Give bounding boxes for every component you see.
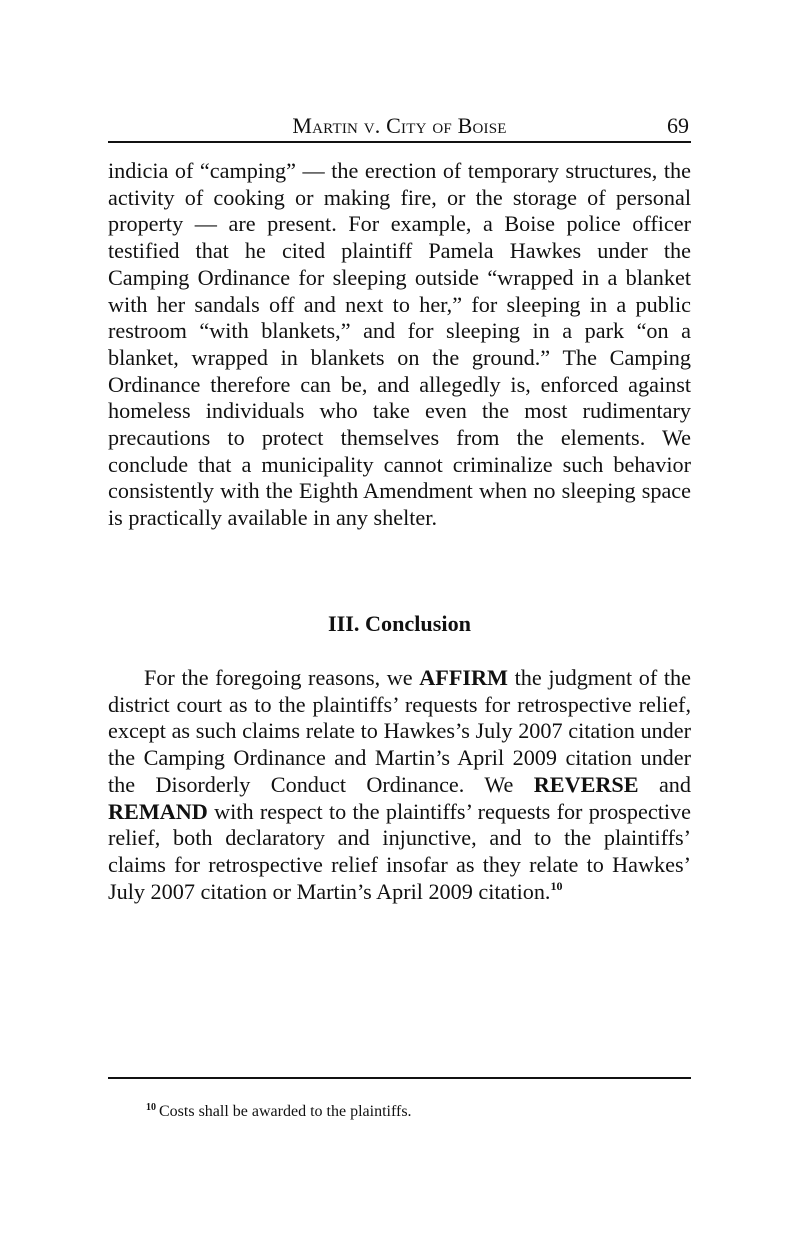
footnote-number: 10 <box>146 1102 156 1113</box>
reverse-keyword: REVERSE <box>533 771 639 797</box>
remand-keyword: REMAND <box>108 798 208 824</box>
conclusion-text <box>108 665 691 905</box>
footnote-rule <box>108 1077 691 1079</box>
conclusion-text-segment: For the foregoing reasons, we <box>144 665 420 690</box>
section-heading: III. Conclusion <box>327 611 472 636</box>
footnote-text: Costs shall be awarded to the plaintiffs. <box>159 1103 412 1120</box>
running-head <box>108 113 691 139</box>
body-paragraph: indicia of “camping” — the erection of temporary structures, the activity of cooking or making fire, or the storage of personal property — are present. For example, a Boise police officer testified that he cited plaintiff Pamela Hawkes under the Camping Ordinance for sleeping outside “wrapped in a blanket with her sandals off and next to her,” for sleeping in a public restroom “with blankets,” and for sleeping in a park “on a blanket, wrapped in blankets on the ground.” The Camping Ordinance therefore can be, and allegedly is, enforced against homeless individuals who take even the most rudimentary precautions to protect themselves from the elements. We conclude that a municipality cannot criminalize such behavior consistently with the Eighth Amendment when no sleeping space is practically available in any shelter. <box>108 158 691 531</box>
body-text <box>108 158 691 532</box>
conclusion-paragraph <box>108 665 691 905</box>
page-number: 69 <box>667 113 689 138</box>
conclusion-text-segment: the judgment of the district court as to the plaintiffs’ requests for retrospective relief, except as such claims relate to Hawkes’s July 2007 citation under the Camping Ordinance and Martin’s April 2009 citation under the Disorderly Conduct Ordinance. We <box>108 665 691 797</box>
conclusion-text-segment: and <box>638 771 691 797</box>
header-rule <box>108 141 691 143</box>
footnote <box>146 1101 691 1123</box>
footnote-reference[interactable]: 10 <box>550 878 563 893</box>
conclusion-text-segment: with respect to the plaintiffs’ requests for prospective relief, both declaratory and injunctive, and to the plaintiffs’ claims for retrospective relief insofar as they relate to Hawkes’ July 2007 citation or Martin’s April 2009 citation. <box>108 798 691 904</box>
affirm-keyword: AFFIRM <box>419 665 508 690</box>
running-head-title: Martin v. City of Boise <box>292 113 507 138</box>
